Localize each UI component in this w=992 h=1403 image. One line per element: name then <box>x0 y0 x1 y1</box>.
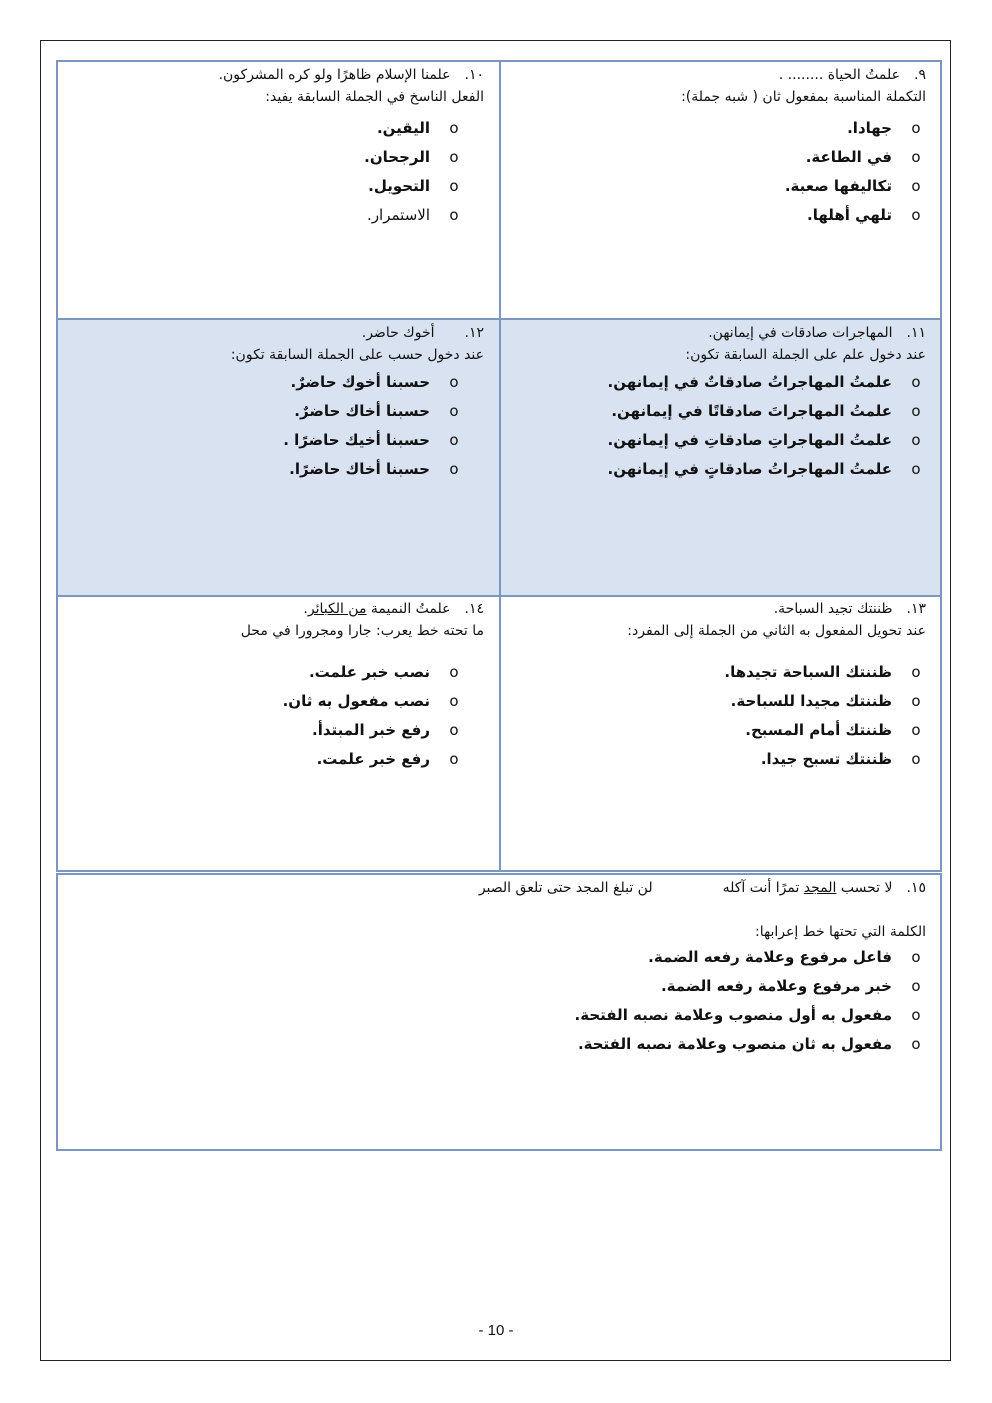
bullet-icon: o <box>449 663 459 681</box>
bullet-icon: o <box>911 460 921 478</box>
option[interactable] <box>64 687 464 716</box>
question-12 <box>64 322 484 592</box>
option[interactable] <box>506 143 926 172</box>
option-text: ظننتك تسبح جيدا. <box>760 750 892 768</box>
option[interactable] <box>506 426 926 455</box>
column-divider <box>499 62 501 870</box>
row-divider <box>58 318 940 320</box>
options-list <box>64 368 464 484</box>
question-instruction: عند دخول حسب على الجملة السابقة تكون: <box>230 347 484 363</box>
bullet-icon: o <box>449 460 459 478</box>
option[interactable] <box>76 943 926 972</box>
question-15 <box>56 873 942 1151</box>
option[interactable] <box>506 114 926 143</box>
question-number: ١٤. <box>464 601 484 617</box>
question-instruction: عند دخول علم على الجملة السابقة تكون: <box>685 347 926 363</box>
option-text: خبر مرفوع وعلامة رفعه الضمة. <box>660 977 892 995</box>
option-text: فاعل مرفوع وعلامة رفعه الضمة. <box>648 948 892 966</box>
option-text: الاستمرار. <box>367 206 430 224</box>
stem-text: علمتُ النميمة <box>366 601 451 617</box>
option-text: رفع خبر المبتدأ. <box>312 721 430 739</box>
bullet-icon: o <box>449 148 459 166</box>
option-text: ظننتك مجيدا للسباحة. <box>730 692 892 710</box>
option[interactable] <box>76 972 926 1001</box>
option-text: اليقين. <box>376 119 430 137</box>
option[interactable] <box>506 455 926 484</box>
option[interactable] <box>64 201 464 230</box>
bullet-icon: o <box>911 948 921 966</box>
option[interactable] <box>64 368 464 397</box>
option[interactable] <box>64 455 464 484</box>
question-stem: أخوك حاضر. <box>361 325 435 341</box>
option[interactable] <box>506 368 926 397</box>
option-text: نصب خبر علمت. <box>308 663 430 681</box>
bullet-icon: o <box>911 373 921 391</box>
question-number: ١١. <box>906 325 926 341</box>
verse-text: لا تحسب <box>836 880 893 896</box>
question-number: ١٥. <box>906 880 926 896</box>
questions-grid <box>56 60 942 872</box>
option[interactable] <box>506 745 926 774</box>
option-text: رفع خبر علمت. <box>316 750 430 768</box>
option[interactable] <box>64 172 464 201</box>
bullet-icon: o <box>449 373 459 391</box>
bullet-icon: o <box>449 431 459 449</box>
option[interactable] <box>64 114 464 143</box>
option[interactable] <box>64 745 464 774</box>
underlined-phrase: من الكبائر <box>307 601 367 617</box>
bullet-icon: o <box>911 663 921 681</box>
option[interactable] <box>64 426 464 455</box>
question-stem <box>303 601 450 617</box>
question-stem: علمتُ الحياة ........ . <box>778 67 901 83</box>
option-text: حسبنا أخيك حاضرًا . <box>283 431 430 449</box>
option-text: علمتُ المهاجراتَ صادقاتًا في إيمانهن. <box>611 402 892 420</box>
bullet-icon: o <box>911 977 921 995</box>
options-list <box>506 368 926 484</box>
bullet-icon: o <box>449 177 459 195</box>
option[interactable] <box>506 658 926 687</box>
question-number: ٩. <box>914 67 926 83</box>
bullet-icon: o <box>911 148 921 166</box>
option-text: تلهي أهلها. <box>807 206 892 224</box>
option-text: نصب مفعول به ثان. <box>282 692 430 710</box>
bullet-icon: o <box>449 119 459 137</box>
question-instruction: الكلمة التي تحتها خط إعرابها: <box>755 924 926 940</box>
bullet-icon: o <box>449 402 459 420</box>
question-10 <box>64 64 484 314</box>
question-9 <box>506 64 926 314</box>
option-text: علمتُ المهاجراتُ صادقاتٍ في إيمانهن. <box>607 460 892 478</box>
question-stem: ظننتك تجيد السباحة. <box>773 601 893 617</box>
bullet-icon: o <box>449 206 459 224</box>
underlined-word: المجد <box>803 880 837 896</box>
option-text: علمتُ المهاجراتِ صادقاتِ في إيمانهن. <box>607 431 892 449</box>
bullet-icon: o <box>911 431 921 449</box>
option-text: في الطاعة. <box>805 148 892 166</box>
option-text: جهادا. <box>847 119 892 137</box>
option[interactable] <box>506 716 926 745</box>
question-stem: علمنا الإسلام ظاهرًا ولو كره المشركون. <box>218 67 451 83</box>
bullet-icon: o <box>911 750 921 768</box>
options-list <box>64 658 464 774</box>
bullet-icon: o <box>911 177 921 195</box>
question-instruction: التكملة المناسبة بمفعول ثان ( شبه جملة): <box>681 89 926 105</box>
option-text: ظننتك أمام المسبح. <box>745 721 892 739</box>
bullet-icon: o <box>911 119 921 137</box>
bullet-icon: o <box>911 206 921 224</box>
bullet-icon: o <box>449 750 459 768</box>
option-text: مفعول به ثان منصوب وعلامة نصبه الفتحة. <box>577 1035 892 1053</box>
question-instruction: عند تحويل المفعول به الثاني من الجملة إلى المفرد: <box>627 623 926 639</box>
option[interactable] <box>506 201 926 230</box>
bullet-icon: o <box>449 692 459 710</box>
option-text: حسبنا أخاك حاضرًا. <box>289 460 430 478</box>
option[interactable] <box>64 143 464 172</box>
verse-first-half <box>723 877 893 899</box>
option-text: الرجحان. <box>364 148 430 166</box>
options-list <box>506 114 926 230</box>
option-text: ظننتك السباحة تجيدها. <box>724 663 892 681</box>
verse-text-end: تمرًا أنت آكله <box>722 880 804 896</box>
bullet-icon: o <box>911 402 921 420</box>
question-instruction: الفعل الناسخ في الجملة السابقة يفيد: <box>265 89 484 105</box>
option-text: حسبنا أخاك حاضرٌ. <box>294 402 430 420</box>
bullet-icon: o <box>911 692 921 710</box>
option[interactable] <box>64 658 464 687</box>
option[interactable] <box>506 172 926 201</box>
bullet-icon: o <box>911 1035 921 1053</box>
question-number: ١٣. <box>906 601 926 617</box>
bullet-icon: o <box>911 1006 921 1024</box>
option-text: تكاليفها صعبة. <box>784 177 892 195</box>
option-text: علمتُ المهاجراتُ صادقاتٌ في إيمانهن. <box>607 373 892 391</box>
option[interactable] <box>506 687 926 716</box>
verse-second-half: لن تبلغ المجد حتى تلعق الصبر <box>478 880 653 896</box>
question-15-body <box>76 877 926 1059</box>
bullet-icon: o <box>911 721 921 739</box>
option[interactable] <box>76 1030 926 1059</box>
question-instruction: ما تحته خط يعرب: جارا ومجرورا في محل <box>240 623 484 639</box>
question-13 <box>506 598 926 868</box>
option[interactable] <box>64 716 464 745</box>
question-stem: المهاجرات صادقات في إيمانهن. <box>708 325 893 341</box>
option-text: التحويل. <box>368 177 430 195</box>
options-list <box>506 658 926 774</box>
bullet-icon: o <box>449 721 459 739</box>
option-text: مفعول به أول منصوب وعلامة نصبه الفتحة. <box>574 1006 892 1024</box>
question-number: ١٠. <box>464 67 484 83</box>
page-number: - 10 - <box>478 1322 514 1339</box>
options-list <box>76 943 926 1059</box>
question-number: ١٢. <box>464 325 484 341</box>
stem-end: . <box>303 601 308 617</box>
option-text: حسبنا أخوك حاضرٌ. <box>290 373 430 391</box>
options-list <box>64 114 464 230</box>
question-11 <box>506 322 926 592</box>
option[interactable] <box>76 1001 926 1030</box>
option[interactable] <box>64 397 464 426</box>
question-14 <box>64 598 484 868</box>
row-divider <box>58 595 940 597</box>
option[interactable] <box>506 397 926 426</box>
